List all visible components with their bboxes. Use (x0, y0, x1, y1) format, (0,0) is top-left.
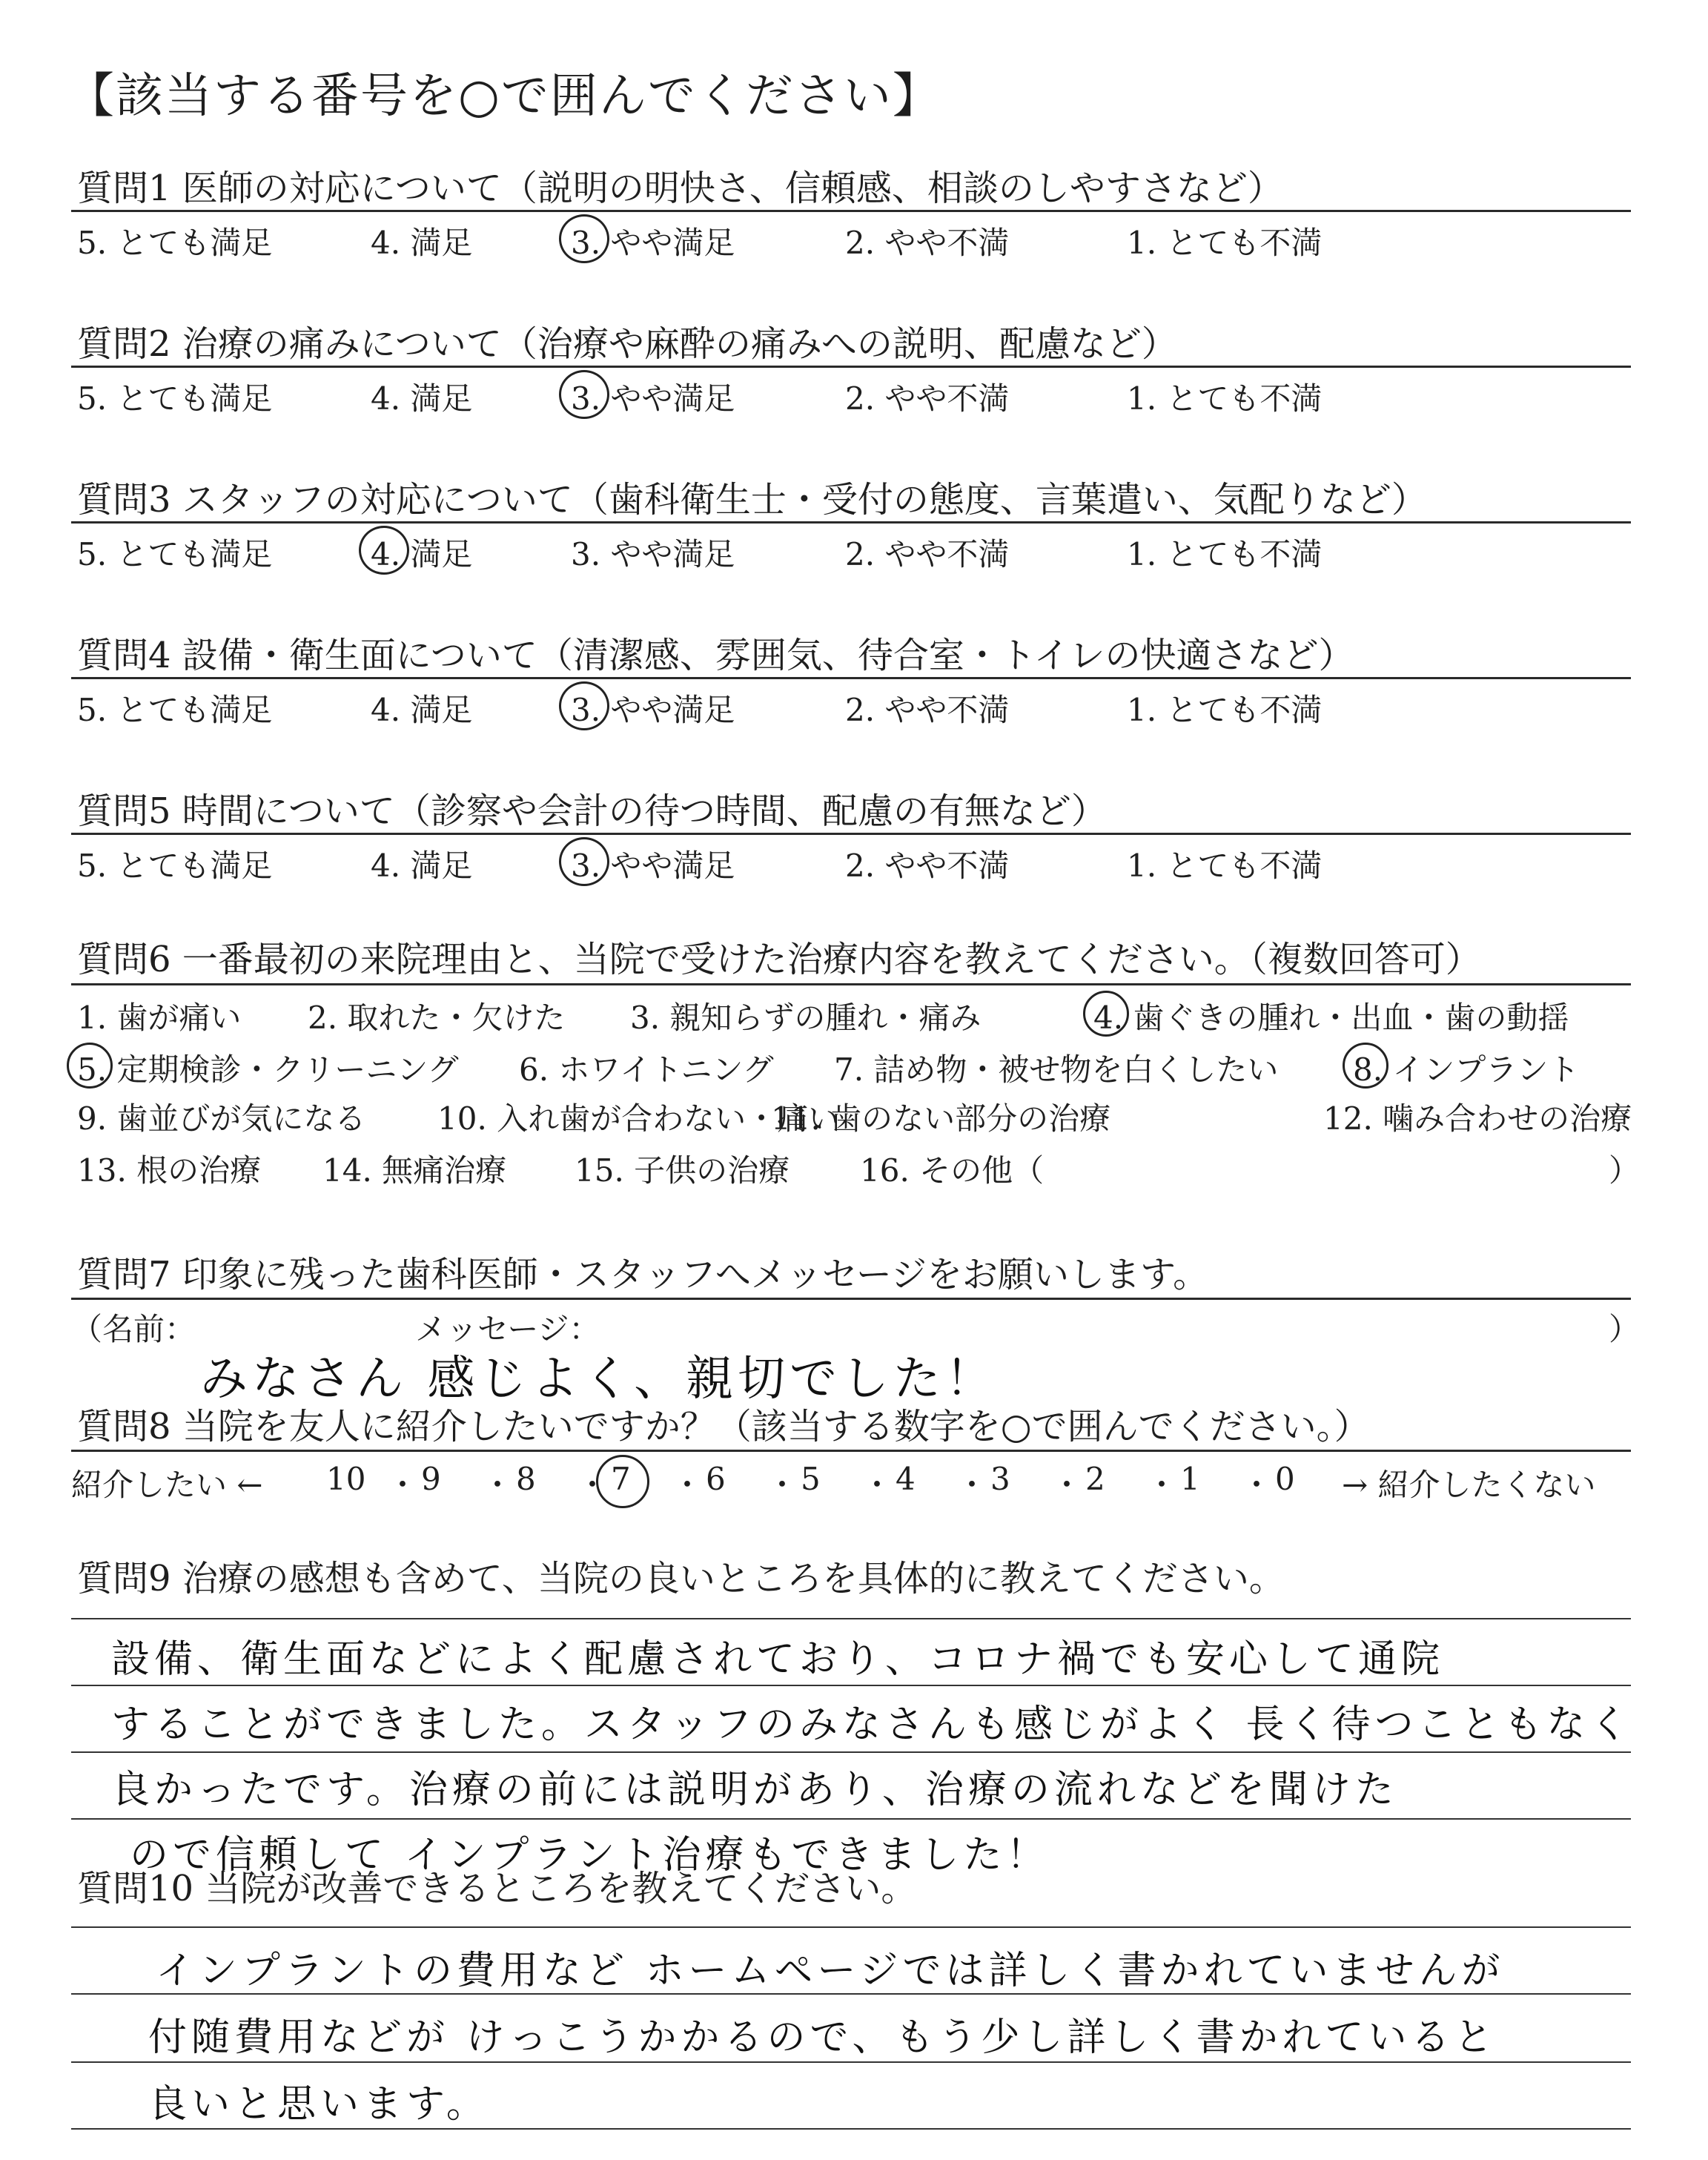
q8-scale-separator: ・ (577, 1467, 609, 1503)
q6-option: 15. 子供の治療 (575, 1152, 790, 1189)
q6-selected-circle (1343, 1043, 1388, 1089)
q6-selected-circle (1083, 991, 1129, 1037)
q7-handwritten-message: みなさん 感じよく、親切でした！ (200, 1352, 998, 1407)
q8-scale-value: 5 (801, 1461, 821, 1497)
rating-option: 3. やや満足 (571, 380, 735, 417)
survey-title: 【該当する番号を○で囲んでください】 (67, 69, 941, 124)
q6-option: 2. 取れた・欠けた (308, 1000, 566, 1036)
question-label: 質問1 医師の対応について（説明の明快さ、信頼感、相談のしやすさなど） (77, 168, 1283, 209)
q10-handwritten-line: 良いと思います。 (148, 2082, 489, 2127)
q8-scale-value: 0 (1275, 1461, 1295, 1497)
rating-option: 2. やや不満 (845, 848, 1010, 884)
answer-circle (559, 837, 609, 886)
q9-label: 質問9 治療の感想も含めて、当院の良いところを具体的に教えてください。 (77, 1558, 1285, 1599)
q8-scale-value: 6 (706, 1461, 726, 1497)
rating-option: 5. とても満足 (77, 848, 273, 884)
question-label: 質問3 スタッフの対応について（歯科衛生士・受付の態度、言葉遣い、気配りなど） (77, 479, 1427, 521)
q8-right-label: → 紹介したくない (1342, 1467, 1596, 1503)
q6-label: 質問6 一番最初の来院理由と、当院で受けた治療内容を教えてください。（複数回答可） (77, 939, 1481, 980)
q8-scale-value: 4 (896, 1461, 916, 1497)
q6-option: 3. 親知らずの腫れ・痛み (630, 1000, 982, 1036)
q8-rule (71, 1450, 1631, 1452)
q8-scale-separator: ・ (861, 1467, 893, 1503)
q8-scale-separator: ・ (1051, 1467, 1083, 1503)
rating-option: 4. 満足 (371, 848, 473, 884)
q7-close-paren: ） (1609, 1311, 1641, 1347)
answer-circle (559, 681, 609, 730)
q8-scale-separator: ・ (482, 1467, 514, 1503)
rating-option: 3. やや満足 (571, 225, 735, 261)
rating-option: 1. とても不満 (1127, 692, 1323, 728)
answer-rule (71, 2128, 1631, 2130)
q6-option: 9. 歯並びが気になる (77, 1100, 366, 1137)
rating-option: 3. やや満足 (571, 692, 735, 728)
answer-rule (71, 1926, 1631, 1928)
q9-handwritten-line: することができました。スタッフのみなさんも感じがよく 長く待つこともなく (111, 1702, 1633, 1747)
q8-scale-separator: ・ (672, 1467, 704, 1503)
q8-scale-separator: ・ (387, 1467, 419, 1503)
rating-option: 4. 満足 (371, 225, 473, 261)
q8-answer-circle (596, 1455, 649, 1508)
answer-rule (71, 2061, 1631, 2063)
rating-option: 3. やや満足 (571, 536, 735, 572)
q9-handwritten-line: ので信頼して インプラント治療もできました！ (130, 1833, 1050, 1877)
q6-option: 8. インプラント (1353, 1051, 1580, 1088)
answer-rule (71, 1751, 1631, 1753)
q10-handwritten-line: インプラントの費用など ホームページでは詳しく書かれていませんが (156, 1949, 1505, 1993)
q8-scale-value: 8 (516, 1461, 536, 1497)
answer-circle (559, 370, 609, 419)
q6-selected-circle (67, 1043, 113, 1089)
q10-handwritten-line: 付随費用などが けっこうかかるので、もう少し詳しく書かれていると (148, 2015, 1497, 2060)
q6-option: 5. 定期検診・クリーニング (77, 1051, 459, 1088)
rating-option: 1. とても不満 (1127, 225, 1323, 261)
q7-label: 質問7 印象に残った歯科医師・スタッフへメッセージをお願いします。 (77, 1254, 1209, 1295)
q6-option: 4. 歯ぐきの腫れ・出血・歯の動揺 (1093, 1000, 1569, 1036)
q7-rule (71, 1298, 1631, 1300)
q9-handwritten-line: 設備、衛生面などによく配慮されており、コロナ禍でも安心して通院 (111, 1637, 1445, 1682)
rating-option: 2. やや不満 (845, 225, 1010, 261)
question-rule (71, 833, 1631, 835)
rating-option: 3. やや満足 (571, 848, 735, 884)
q6-option: 13. 根の治療 (77, 1152, 262, 1189)
answer-rule (71, 1618, 1631, 1619)
question-label: 質問2 治療の痛みについて（治療や麻酔の痛みへの説明、配慮など） (77, 323, 1177, 365)
rating-option: 1. とても不満 (1127, 380, 1323, 417)
answer-rule (71, 1685, 1631, 1686)
q7-message-label: メッセージ： (415, 1311, 600, 1347)
answer-circle (359, 526, 409, 575)
q6-option: 11. 歯のない部分の治療 (771, 1100, 1111, 1137)
rating-option: 5. とても満足 (77, 536, 273, 572)
q8-scale-value: 3 (990, 1461, 1010, 1497)
q8-scale-separator: ・ (1146, 1467, 1178, 1503)
q8-scale-separator: ・ (956, 1467, 988, 1503)
q8-scale-value: 7 (611, 1461, 631, 1497)
q8-scale-separator: ・ (1241, 1467, 1273, 1503)
q6-option: 10. 入れ歯が合わない・痛い (437, 1100, 840, 1137)
rating-option: 1. とても不満 (1127, 536, 1323, 572)
q6-option: 16. その他（ (860, 1152, 1045, 1189)
q6-option: 6. ホワイトニング (519, 1051, 774, 1088)
rating-option: 4. 満足 (371, 380, 473, 417)
q8-scale-value: 10 (326, 1461, 366, 1497)
q6-option: 7. 詰め物・被せ物を白くしたい (834, 1051, 1279, 1088)
q6-option: 12. 噛み合わせの治療 (1323, 1100, 1632, 1137)
rating-option: 2. やや不満 (845, 380, 1010, 417)
q6-close-paren: ） (1609, 1152, 1641, 1189)
rating-option: 5. とても満足 (77, 380, 273, 417)
q6-option: 1. 歯が痛い (77, 1000, 242, 1036)
rating-option: 4. 満足 (371, 536, 473, 572)
question-label: 質問5 時間について（診察や会計の待つ時間、配慮の有無など） (77, 790, 1107, 832)
rating-option: 1. とても不満 (1127, 848, 1323, 884)
rating-option: 5. とても満足 (77, 692, 273, 728)
rating-option: 2. やや不満 (845, 536, 1010, 572)
question-rule (71, 521, 1631, 524)
q8-left-label: 紹介したい ← (71, 1467, 263, 1503)
q6-option: 14. 無痛治療 (322, 1152, 507, 1189)
question-rule (71, 366, 1631, 368)
q8-label: 質問8 当院を友人に紹介したいですか？（該当する数字を○で囲んでください。） (77, 1406, 1370, 1447)
q8-scale-value: 9 (421, 1461, 441, 1497)
answer-rule (71, 1818, 1631, 1820)
q8-scale-value: 1 (1180, 1461, 1200, 1497)
question-rule (71, 210, 1631, 212)
q9-handwritten-line: 良かったです。治療の前には説明があり、治療の流れなどを聞けた (111, 1768, 1398, 1812)
q7-name-label: （名前： (71, 1311, 196, 1347)
question-rule (71, 677, 1631, 679)
q6-rule (71, 983, 1631, 985)
rating-option: 4. 満足 (371, 692, 473, 728)
answer-circle (559, 214, 609, 263)
question-label: 質問4 設備・衛生面について（清潔感、雰囲気、待合室・トイレの快適さなど） (77, 635, 1354, 676)
rating-option: 2. やや不満 (845, 692, 1010, 728)
q8-scale-value: 2 (1085, 1461, 1105, 1497)
q10-label: 質問10 当院が改善できるところを教えてください。 (77, 1868, 917, 1909)
q8-scale-separator: ・ (767, 1467, 798, 1503)
rating-option: 5. とても満足 (77, 225, 273, 261)
